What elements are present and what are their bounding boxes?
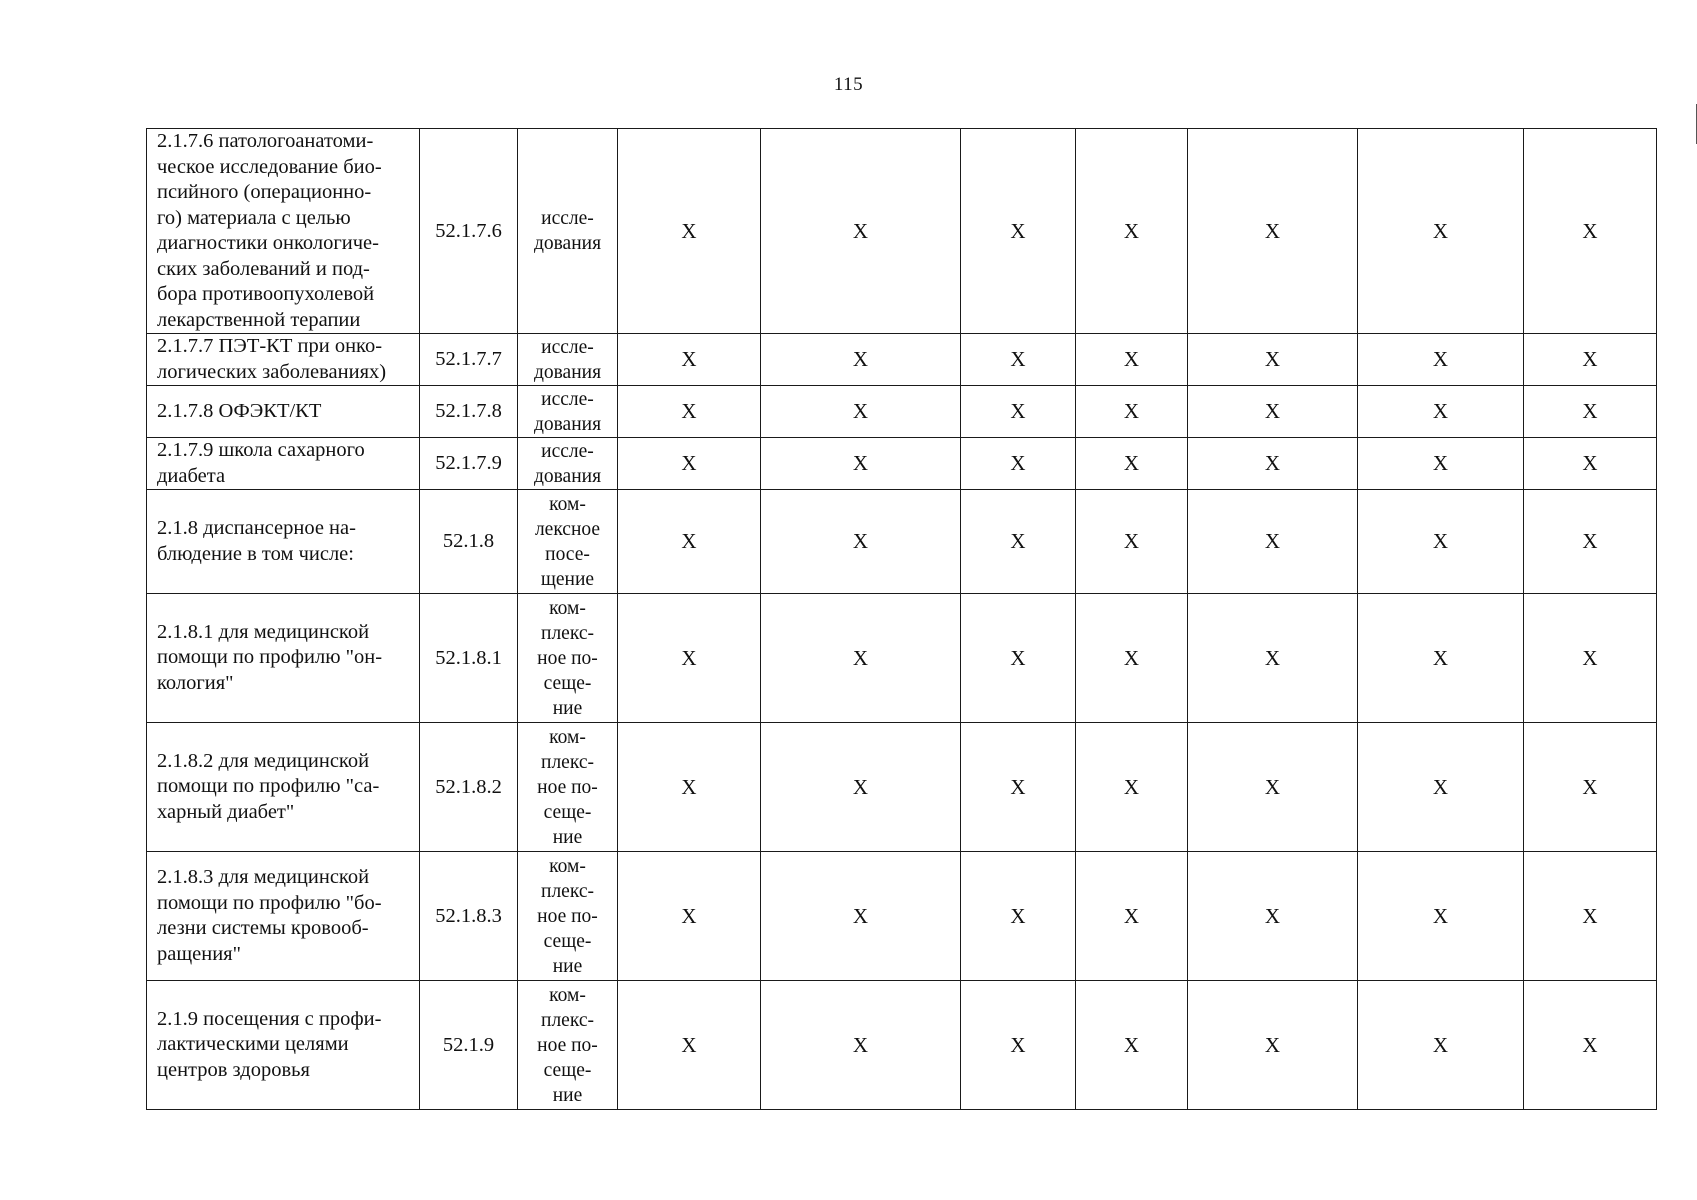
row-name-cell	[147, 490, 420, 594]
unit-line: ком-	[549, 726, 586, 748]
value-cell: X	[1524, 129, 1657, 334]
row-name-line: диабета	[157, 464, 226, 487]
unit-line: плекс-	[541, 622, 594, 644]
row-name-line: 2.1.7.9 школа сахарного	[157, 439, 365, 461]
unit-line: сеще-	[543, 930, 592, 952]
value-cell: X	[761, 490, 961, 594]
table-row	[147, 386, 1657, 438]
unit-line: ком-	[549, 984, 586, 1006]
page-number: 115	[833, 74, 864, 95]
value-cell: X	[1524, 852, 1657, 981]
value-cell: X	[961, 981, 1076, 1110]
value-cell: X	[618, 334, 761, 386]
row-name-line: лактическими целями	[157, 1033, 349, 1056]
value-cell: X	[761, 334, 961, 386]
row-unit-cell	[518, 594, 618, 723]
row-unit-cell	[518, 852, 618, 981]
table-row	[147, 334, 1657, 386]
margin-mark	[1688, 104, 1697, 144]
row-code-cell: 52.1.7.7	[420, 334, 518, 386]
row-code-cell: 52.1.7.6	[420, 129, 518, 334]
row-unit-cell	[518, 981, 618, 1110]
unit-line: сеще-	[543, 1059, 592, 1081]
unit-line: иссле-	[541, 440, 594, 462]
unit-line: сеще-	[543, 672, 592, 694]
value-cell: X	[761, 129, 961, 334]
row-unit-cell	[518, 386, 618, 438]
value-cell: X	[1188, 723, 1358, 852]
value-cell: X	[961, 594, 1076, 723]
value-cell: X	[1076, 981, 1188, 1110]
value-cell: X	[618, 438, 761, 490]
value-cell: X	[1188, 981, 1358, 1110]
value-cell: X	[1188, 129, 1358, 334]
value-cell: X	[1076, 386, 1188, 438]
row-name-line: 2.1.8 диспансерное на-	[157, 517, 356, 539]
row-name-line: лезни системы кровооб-	[157, 917, 369, 939]
value-cell: X	[1358, 386, 1524, 438]
value-cell: X	[1524, 490, 1657, 594]
value-cell: X	[618, 594, 761, 723]
row-name-cell	[147, 723, 420, 852]
data-table	[146, 128, 1657, 1110]
row-name-line: 2.1.7.7 ПЭТ-КТ при онко-	[157, 335, 383, 357]
row-name-cell	[147, 129, 420, 334]
value-cell: X	[1188, 490, 1358, 594]
unit-line: иссле-	[541, 388, 594, 410]
value-cell: X	[1188, 438, 1358, 490]
value-cell: X	[618, 490, 761, 594]
unit-line: дования	[533, 465, 602, 487]
value-cell: X	[1358, 334, 1524, 386]
value-cell: X	[961, 386, 1076, 438]
row-unit-cell	[518, 129, 618, 334]
table-row	[147, 438, 1657, 490]
row-name-line: го) материала с целью	[157, 206, 351, 229]
table-row	[147, 490, 1657, 594]
value-cell: X	[961, 490, 1076, 594]
value-cell: X	[1076, 723, 1188, 852]
unit-line: щение	[540, 568, 595, 590]
row-name-line: 2.1.9 посещения с профи-	[157, 1007, 382, 1030]
unit-line: лексное	[534, 518, 601, 540]
value-cell: X	[1076, 852, 1188, 981]
table-row	[147, 981, 1657, 1110]
value-cell: X	[618, 129, 761, 334]
value-cell: X	[1076, 490, 1188, 594]
value-cell: X	[1524, 438, 1657, 490]
row-name-line: псийного (операционно-	[157, 181, 372, 203]
row-unit-cell	[518, 438, 618, 490]
value-cell: X	[761, 438, 961, 490]
unit-line: ние	[552, 826, 583, 848]
row-code-cell: 52.1.8.2	[420, 723, 518, 852]
table-row	[147, 129, 1657, 334]
row-name-line: ских заболеваний и под-	[157, 257, 370, 280]
row-name-line: логических заболеваниях)	[157, 360, 387, 383]
value-cell: X	[961, 723, 1076, 852]
value-cell: X	[618, 386, 761, 438]
unit-line: ние	[552, 1084, 583, 1106]
value-cell: X	[761, 981, 961, 1110]
unit-line: иссле-	[541, 336, 594, 358]
unit-line: дования	[533, 361, 602, 383]
value-cell: X	[761, 386, 961, 438]
unit-line: плекс-	[541, 880, 594, 902]
unit-line: дования	[533, 233, 602, 254]
value-cell: X	[1076, 334, 1188, 386]
unit-line: ком-	[549, 493, 586, 515]
value-cell: X	[961, 334, 1076, 386]
value-cell: X	[761, 594, 961, 723]
value-cell: X	[1076, 594, 1188, 723]
unit-line: ное по-	[537, 776, 598, 798]
value-cell: X	[1358, 852, 1524, 981]
row-name-line: бора противоопухолевой	[157, 283, 375, 305]
row-name-line: лекарственной терапии	[157, 308, 361, 331]
row-name-line: ращения"	[157, 942, 241, 965]
value-cell: X	[1524, 386, 1657, 438]
value-cell: X	[618, 852, 761, 981]
row-name-line: помощи по профилю "бо-	[157, 891, 382, 914]
row-name-cell	[147, 438, 420, 490]
value-cell: X	[961, 129, 1076, 334]
row-code-cell: 52.1.7.9	[420, 438, 518, 490]
value-cell: X	[1524, 723, 1657, 852]
unit-line: посе-	[545, 543, 590, 565]
row-name-line: ческое исследование био-	[157, 155, 382, 178]
unit-line: ние	[552, 955, 583, 977]
row-name-line: кология"	[157, 671, 234, 694]
row-code-cell: 52.1.7.8	[420, 386, 518, 438]
value-cell: X	[1358, 129, 1524, 334]
unit-line: ное по-	[537, 1034, 598, 1056]
unit-line: ком-	[549, 855, 586, 877]
unit-line: плекс-	[541, 751, 594, 773]
value-cell: X	[1358, 438, 1524, 490]
row-name-line: 2.1.8.1 для медицинской	[157, 620, 370, 643]
row-name-line: 2.1.8.3 для медицинской	[157, 866, 370, 888]
row-code-cell: 52.1.9	[420, 981, 518, 1110]
value-cell: X	[1188, 334, 1358, 386]
row-name-cell	[147, 334, 420, 386]
table-row	[147, 594, 1657, 723]
value-cell: X	[961, 852, 1076, 981]
table-row	[147, 723, 1657, 852]
value-cell: X	[1358, 594, 1524, 723]
unit-line: ное по-	[537, 905, 598, 927]
row-unit-cell	[518, 723, 618, 852]
row-name-line: помощи по профилю "са-	[157, 775, 380, 798]
unit-line: сеще-	[543, 801, 592, 823]
row-unit-cell	[518, 334, 618, 386]
row-name-line: помощи по профилю "он-	[157, 646, 383, 669]
value-cell: X	[1524, 981, 1657, 1110]
value-cell: X	[1358, 723, 1524, 852]
value-cell: X	[1188, 386, 1358, 438]
value-cell: X	[1358, 981, 1524, 1110]
value-cell: X	[1188, 852, 1358, 981]
row-name-line: 2.1.7.8 ОФЭКТ/КТ	[157, 399, 322, 422]
value-cell: X	[618, 981, 761, 1110]
row-code-cell: 52.1.8	[420, 490, 518, 594]
value-cell: X	[961, 438, 1076, 490]
row-name-line: блюдение в том числе:	[157, 542, 354, 565]
unit-line: плекс-	[541, 1009, 594, 1031]
value-cell: X	[1076, 129, 1188, 334]
value-cell: X	[1524, 594, 1657, 723]
unit-line: дования	[533, 413, 602, 435]
value-cell: X	[618, 723, 761, 852]
value-cell: X	[761, 723, 961, 852]
unit-line: ние	[552, 697, 583, 719]
value-cell: X	[1358, 490, 1524, 594]
value-cell: X	[1076, 438, 1188, 490]
row-name-line: диагностики онкологиче-	[157, 232, 379, 254]
unit-line: ком-	[549, 597, 586, 619]
table-row	[147, 852, 1657, 981]
row-name-line: 2.1.8.2 для медицинской	[157, 749, 370, 772]
value-cell: X	[1524, 334, 1657, 386]
unit-line: иссле-	[541, 208, 594, 229]
row-name-cell	[147, 386, 420, 438]
row-code-cell: 52.1.8.1	[420, 594, 518, 723]
value-cell: X	[761, 852, 961, 981]
row-name-cell	[147, 981, 420, 1110]
row-name-cell	[147, 852, 420, 981]
row-code-cell: 52.1.8.3	[420, 852, 518, 981]
unit-line: ное по-	[537, 647, 598, 669]
row-unit-cell	[518, 490, 618, 594]
row-name-line: центров здоровья	[157, 1058, 310, 1081]
value-cell: X	[1188, 594, 1358, 723]
row-name-cell	[147, 594, 420, 723]
row-name-line: харный диабет"	[157, 800, 295, 823]
row-name-line: 2.1.7.6 патологоанатоми-	[157, 130, 374, 152]
